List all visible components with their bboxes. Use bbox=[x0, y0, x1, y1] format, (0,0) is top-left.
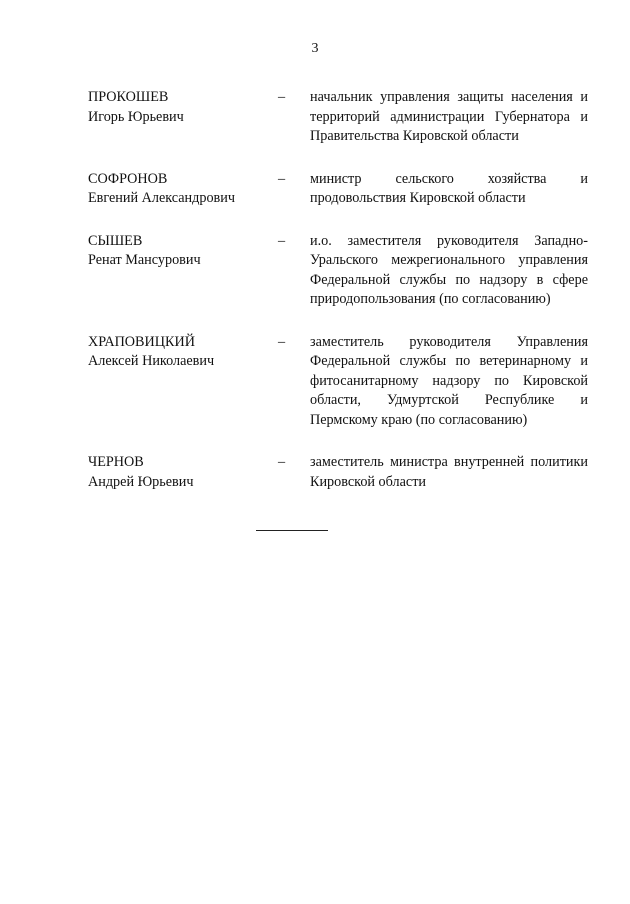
member-surname: СЫШЕВ bbox=[88, 232, 143, 249]
member-entry bbox=[88, 333, 588, 431]
member-given-name: Алексей Николаевич bbox=[88, 353, 215, 369]
member-role: начальник управления защиты населения и территорий администрации Губернатора и Правительства Кировской области bbox=[310, 89, 588, 144]
member-entry bbox=[88, 170, 588, 209]
dash-separator: – bbox=[278, 89, 286, 105]
member-given-name: Игорь Юрьевич bbox=[88, 108, 184, 125]
member-entry bbox=[88, 453, 588, 492]
member-name bbox=[88, 88, 278, 127]
member-name bbox=[88, 232, 278, 271]
member-role: министр сельского хозяйства и продовольствия Кировской области bbox=[310, 170, 588, 206]
member-list bbox=[88, 88, 588, 492]
dash-separator: – bbox=[278, 454, 286, 470]
member-given-name: Андрей Юрьевич bbox=[88, 473, 194, 490]
member-role: заместитель руководителя Управления Федеральной службы по ветеринарному и фитосанитарному надзору по Кировской области, Удмуртской Республике и Пермскому краю (по согласованию) bbox=[310, 333, 588, 428]
member-entry bbox=[88, 232, 588, 310]
member-name bbox=[88, 333, 278, 372]
member-surname: ХРАПОВИЦКИЙ bbox=[88, 333, 195, 350]
member-name bbox=[88, 453, 278, 492]
page-number: 3 bbox=[311, 41, 319, 56]
member-surname: ПРОКОШЕВ bbox=[88, 89, 169, 105]
member-name bbox=[88, 170, 278, 209]
dash-separator: – bbox=[278, 170, 286, 187]
member-role: и.о. заместителя руководителя Западно-Уральского межрегионального управления Федеральной службы по надзору в сфере природопользования (по согласованию) bbox=[310, 232, 588, 307]
member-role: заместитель министра внутренней политики Кировской области bbox=[310, 454, 588, 490]
member-given-name: Ренат Мансурович bbox=[88, 252, 201, 268]
member-surname: СОФРОНОВ bbox=[88, 170, 168, 187]
member-entry bbox=[88, 88, 588, 147]
member-surname: ЧЕРНОВ bbox=[88, 454, 144, 470]
closing-rule bbox=[256, 530, 328, 531]
member-given-name: Евгений Александрович bbox=[88, 190, 235, 206]
dash-separator: – bbox=[278, 333, 286, 350]
dash-separator: – bbox=[278, 232, 286, 249]
